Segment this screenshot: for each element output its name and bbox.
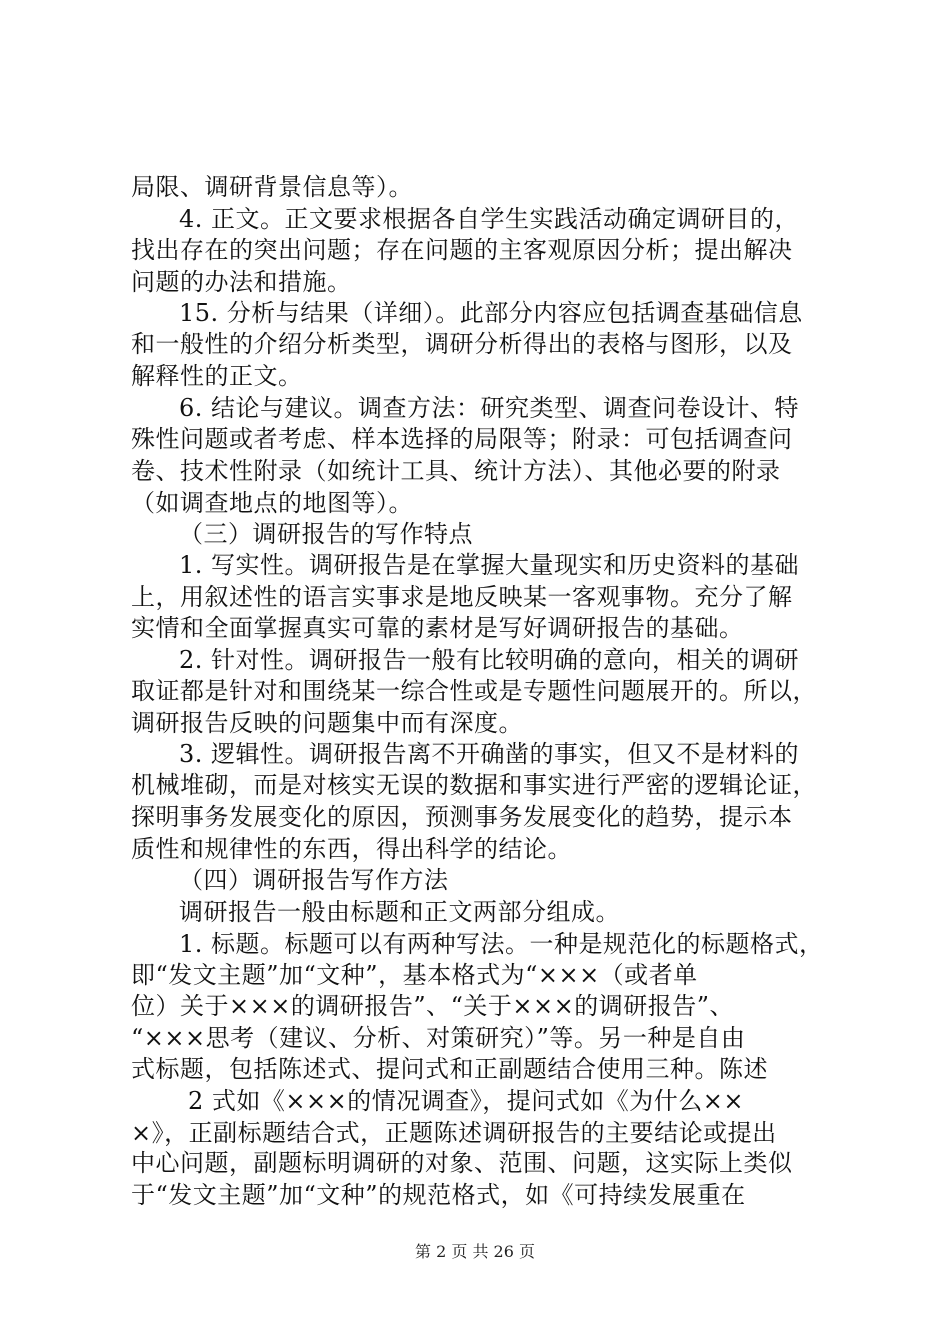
text-line: 2. 针对性。调研报告一般有比较明确的意向，相关的调研 (179, 646, 800, 674)
text-line: 15. 分析与结果（详细）。此部分内容应包括调查基础信息 (179, 299, 803, 327)
text-line: 中心问题，副题标明调研的对象、范围、问题，这实际上类似 (131, 1149, 793, 1177)
section-heading: （四）调研报告写作方法 (179, 866, 449, 894)
text-line: 和一般性的介绍分析类型，调研分析得出的表格与图形，以及 (131, 330, 793, 358)
text-line: “×××思考（建议、分析、对策研究）”等。另一种是自由 (131, 1024, 746, 1052)
text-line: 调研报告反映的问题集中而有深度。 (131, 709, 523, 737)
text-line: 机械堆砌，而是对核实无误的数据和事实进行严密的逻辑论证， (131, 771, 817, 799)
text-line: 问题的办法和措施。 (131, 268, 352, 296)
text-line: 找出存在的突出问题；存在问题的主客观原因分析；提出解决 (131, 236, 793, 264)
text-line: 1. 标题。标题可以有两种写法。一种是规范化的标题格式， (179, 930, 824, 958)
text-line: 实情和全面掌握真实可靠的素材是写好调研报告的基础。 (131, 614, 744, 642)
text-line: 1. 写实性。调研报告是在掌握大量现实和历史资料的基础 (179, 551, 800, 579)
text-line: 解释性的正文。 (131, 362, 303, 390)
text-line: 殊性问题或者考虑、样本选择的局限等；附录：可包括调查问 (131, 425, 793, 453)
text-line: 质性和规律性的东西，得出科学的结论。 (131, 835, 572, 863)
text-line: ×》，正副标题结合式，正题陈述调研报告的主要结论或提出 (131, 1119, 777, 1147)
text-line: 6. 结论与建议。调查方法：研究类型、调查问卷设计、特 (179, 394, 800, 422)
text-line: 式标题，包括陈述式、提问式和正副题结合使用三种。陈述 (131, 1055, 768, 1083)
text-line: 3. 逻辑性。调研报告离不开确凿的事实，但又不是材料的 (179, 740, 800, 768)
page-number-footer: 第 2 页 共 26 页 (415, 1242, 535, 1261)
text-line: 探明事务发展变化的原因，预测事务发展变化的趋势，提示本 (131, 803, 793, 831)
text-line: 4. 正文。正文要求根据各自学生实践活动确定调研目的， (179, 205, 800, 233)
text-line: 位）关于×××的调研报告”、“关于×××的调研报告”、 (131, 992, 734, 1020)
text-line: 调研报告一般由标题和正文两部分组成。 (179, 898, 620, 926)
text-line: 2 式如《×××的情况调查》，提问式如《为什么×× (188, 1087, 744, 1115)
section-heading: （三）调研报告的写作特点 (179, 520, 473, 548)
text-line: 即“发文主题”加“文种”，基本格式为“×××（或者单 (131, 961, 698, 989)
text-line: 上，用叙述性的语言实事求是地反映某一客观事物。充分了解 (131, 583, 793, 611)
text-line: 于“发文主题”加“文种”的规范格式，如《可持续发展重在 (131, 1181, 746, 1209)
text-line: 卷、技术性附录（如统计工具、统计方法）、其他必要的附录 (131, 457, 781, 485)
text-line: 取证都是针对和围绕某一综合性或是专题性问题展开的。所以， (131, 677, 817, 705)
text-line: （如调查地点的地图等）。 (131, 489, 413, 517)
text-line: 局限、调研背景信息等）。 (131, 173, 413, 201)
